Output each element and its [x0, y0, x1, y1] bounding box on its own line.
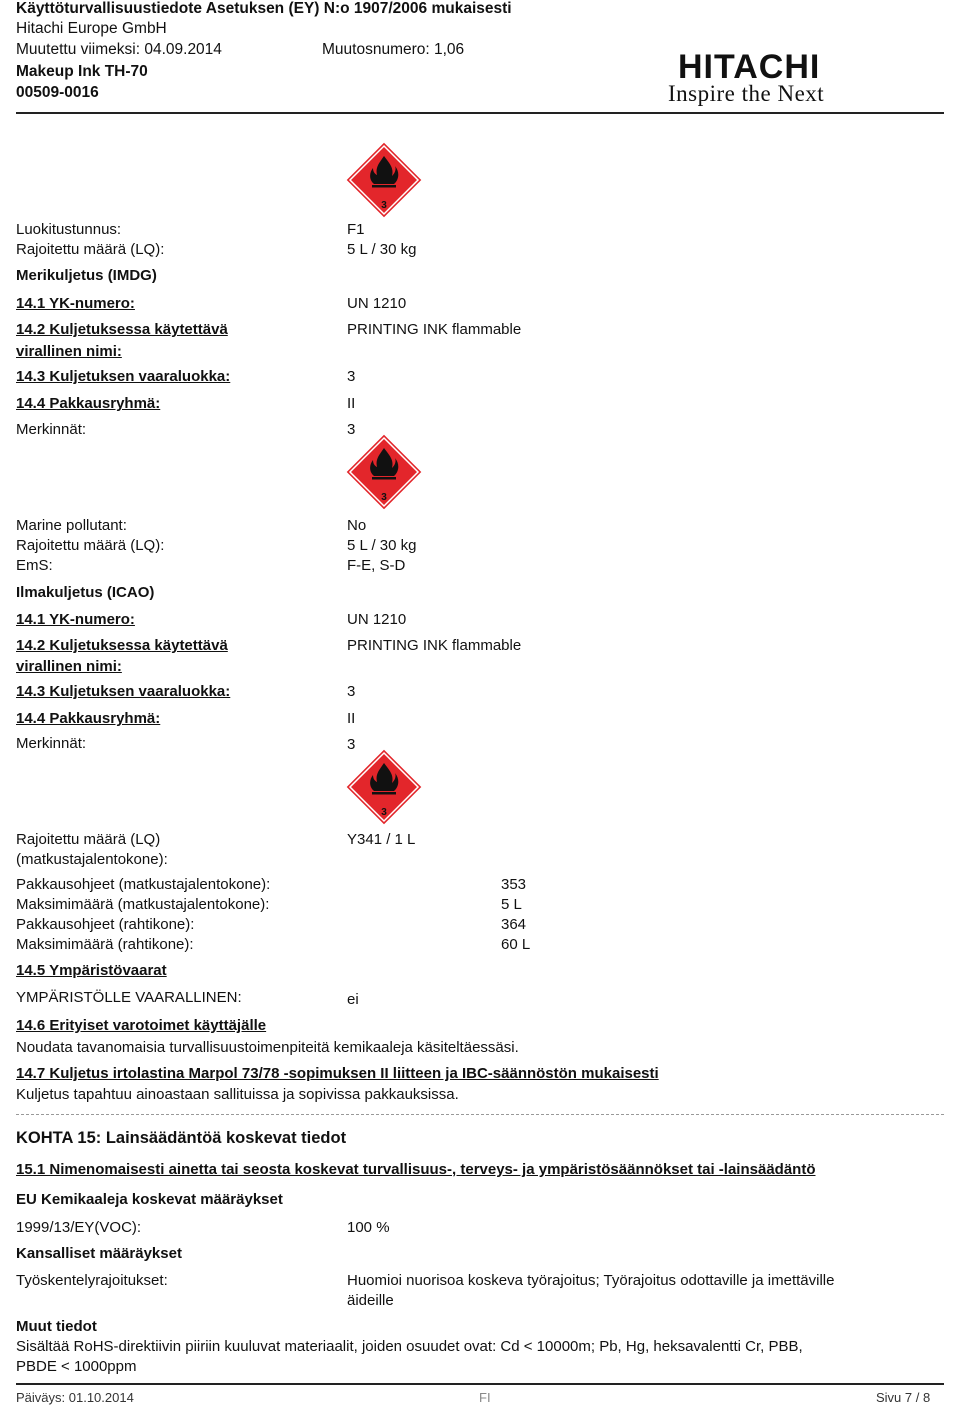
- bulk-transport-title: 14.7 Kuljetus irtolastina Marpol 73/78 -sopimuksen II liitteen ja IBC-säännöstön mukaisesti: [16, 1065, 659, 1082]
- env-hazards-title: 14.5 Ympäristövaarat: [16, 962, 167, 979]
- national-regulations-title: Kansalliset määräykset: [16, 1245, 182, 1262]
- imdg-name-label-2: virallinen nimi:: [16, 343, 122, 360]
- voc-value: 100 %: [347, 1219, 390, 1236]
- footer-date: Päiväys: 01.10.2014: [16, 1390, 134, 1405]
- marine-pollutant-value: No: [347, 517, 367, 534]
- icao-name-value: PRINTING INK flammable: [347, 637, 522, 654]
- svg-text:3: 3: [381, 807, 387, 818]
- imdg-title: Merikuljetus (IMDG): [16, 267, 157, 284]
- imdg-lq-label: Rajoitettu määrä (LQ):: [16, 537, 165, 554]
- precautions-text: Noudata tavanomaisia turvallisuustoimenpiteitä kemikaaleja käsiteltäessäsi.: [16, 1039, 519, 1056]
- icao-pg-value: II: [347, 710, 356, 727]
- icao-title: Ilmakuljetus (ICAO): [16, 584, 155, 601]
- env-hazard-label: YMPÄRISTÖLLE VAARALLINEN:: [16, 989, 242, 1006]
- imdg-lq-value: 5 L / 30 kg: [347, 537, 417, 554]
- other-info-text-2: PBDE < 1000ppm: [16, 1358, 137, 1375]
- voc-label: 1999/13/EY(VOC):: [16, 1219, 142, 1236]
- icao-lq-value: Y341 / 1 L: [347, 831, 416, 848]
- imdg-pg-label: 14.4 Pakkausryhmä:: [16, 395, 161, 412]
- section-divider: [16, 1114, 944, 1115]
- flammable-hazard-icon: [344, 432, 424, 512]
- classification-code-label: Luokitustunnus:: [16, 221, 122, 238]
- ems-value: F-E, S-D: [347, 557, 406, 574]
- imdg-pg-value: II: [347, 395, 356, 412]
- section-15-title: KOHTA 15: Lainsäädäntöä koskevat tiedot: [16, 1129, 347, 1147]
- product-code: 00509-0016: [16, 84, 99, 101]
- imdg-name-value: PRINTING INK flammable: [347, 321, 522, 338]
- doc-title: Käyttöturvallisuustiedote Asetuksen (EY) N:o 1907/2006 mukaisesti: [16, 0, 512, 17]
- classification-code-value: F1: [347, 221, 365, 238]
- work-restrictions-label: Työskentelyrajoitukset:: [16, 1272, 168, 1289]
- svg-text:3: 3: [381, 200, 387, 211]
- icao-un-label: 14.1 YK-numero:: [16, 611, 135, 628]
- imdg-class-value: 3: [347, 368, 356, 385]
- icao-lq-label-2: (matkustajalentokone):: [16, 851, 168, 868]
- company-name: Hitachi Europe GmbH: [16, 20, 167, 37]
- road-lq-label: Rajoitettu määrä (LQ):: [16, 241, 165, 258]
- hitachi-logo: HITACHI: [678, 48, 821, 86]
- env-hazard-value: ei: [347, 991, 359, 1008]
- max-cargo-value: 60 L: [501, 936, 531, 953]
- icao-pg-label: 14.4 Pakkausryhmä:: [16, 710, 161, 727]
- imdg-un-value: UN 1210: [347, 295, 407, 312]
- pack-pax-value: 353: [501, 876, 527, 893]
- flammable-hazard-icon: [344, 747, 424, 827]
- max-pax-label: Maksimimäärä (matkustajalentokone):: [16, 896, 270, 913]
- icao-marks-value: 3: [347, 736, 356, 753]
- icao-marks-label: Merkinnät:: [16, 735, 87, 752]
- eu-regulations-title: EU Kemikaaleja koskevat määräykset: [16, 1191, 283, 1208]
- svg-text:3: 3: [381, 492, 387, 503]
- imdg-marks-value: 3: [347, 421, 356, 438]
- icao-class-label: 14.3 Kuljetuksen vaaraluokka:: [16, 683, 231, 700]
- max-cargo-label: Maksimimäärä (rahtikone):: [16, 936, 194, 953]
- pack-pax-label: Pakkausohjeet (matkustajalentokone):: [16, 876, 271, 893]
- max-pax-value: 5 L: [501, 896, 522, 913]
- section-15-1-title: 15.1 Nimenomaisesti ainetta tai seosta koskevat turvallisuus-, terveys- ja ympäristösäännökset tai -lainsäädäntö: [16, 1161, 816, 1178]
- pack-cargo-value: 364: [501, 916, 527, 933]
- icao-name-label: 14.2 Kuljetuksessa käytettävä: [16, 637, 228, 654]
- header-rule: [16, 112, 944, 114]
- footer-language: FI: [479, 1390, 491, 1405]
- hitachi-tagline: Inspire the Next: [668, 81, 825, 106]
- icao-class-value: 3: [347, 683, 356, 700]
- bulk-transport-text: Kuljetus tapahtuu ainoastaan sallituissa ja sopivissa pakkauksissa.: [16, 1086, 459, 1103]
- icao-un-value: UN 1210: [347, 611, 407, 628]
- other-info-text: Sisältää RoHS-direktiivin piiriin kuuluvat materiaalit, joiden osuudet ovat: Cd < 10000m; Pb, Hg, heksavalentti Cr, PBB,: [16, 1338, 803, 1355]
- flammable-hazard-icon: [344, 140, 424, 220]
- imdg-name-label: 14.2 Kuljetuksessa käytettävä: [16, 321, 228, 338]
- work-restrictions-value: Huomioi nuorisoa koskeva työrajoitus; Työrajoitus odottaville ja imettäville: [347, 1272, 835, 1289]
- footer-rule: [16, 1383, 944, 1385]
- road-lq-value: 5 L / 30 kg: [347, 241, 417, 258]
- imdg-class-label: 14.3 Kuljetuksen vaaraluokka:: [16, 368, 231, 385]
- revision-number: Muutosnumero: 1,06: [322, 41, 465, 58]
- imdg-un-label: 14.1 YK-numero:: [16, 295, 135, 312]
- imdg-marks-label: Merkinnät:: [16, 421, 87, 438]
- product-name: Makeup Ink TH-70: [16, 63, 148, 80]
- icao-lq-label: Rajoitettu määrä (LQ): [16, 831, 161, 848]
- precautions-title: 14.6 Erityiset varotoimet käyttäjälle: [16, 1017, 267, 1034]
- other-info-title: Muut tiedot: [16, 1318, 97, 1335]
- icao-name-label-2: virallinen nimi:: [16, 658, 122, 675]
- footer-page: Sivu 7 / 8: [876, 1390, 931, 1405]
- work-restrictions-value-2: äideille: [347, 1292, 394, 1309]
- pack-cargo-label: Pakkausohjeet (rahtikone):: [16, 916, 195, 933]
- modified-date: Muutettu viimeksi: 04.09.2014: [16, 41, 222, 58]
- marine-pollutant-label: Marine pollutant:: [16, 517, 127, 534]
- ems-label: EmS:: [16, 557, 53, 574]
